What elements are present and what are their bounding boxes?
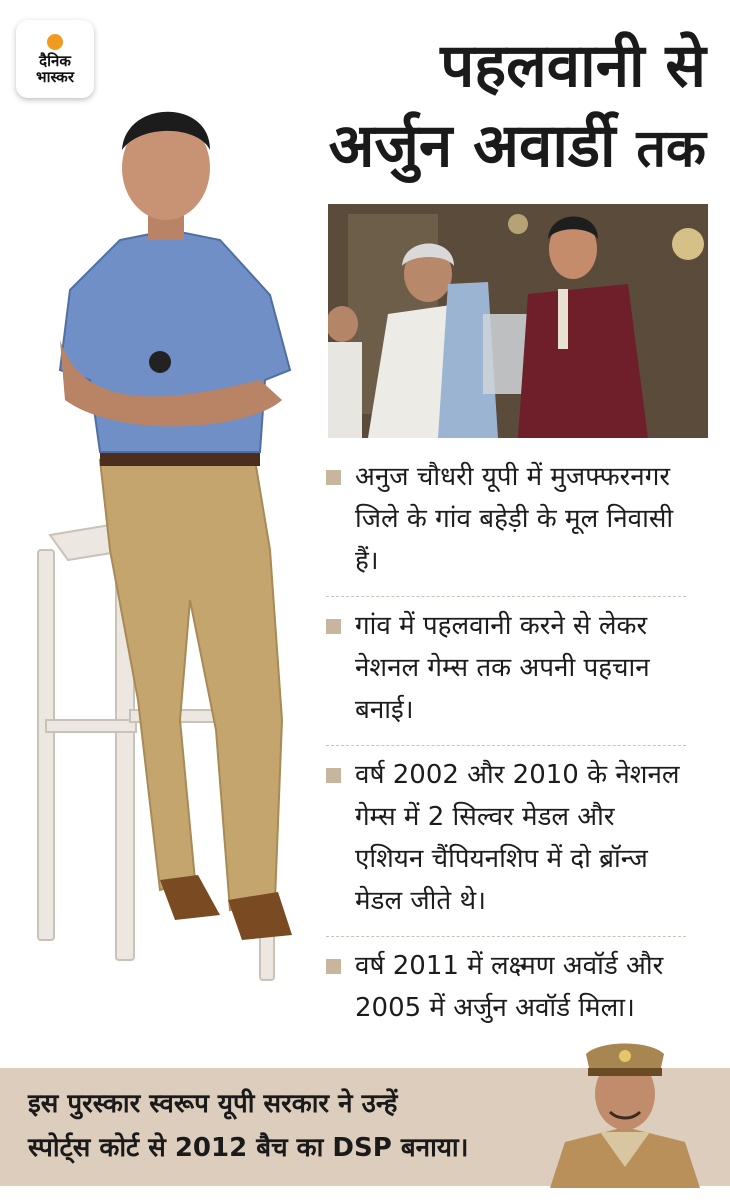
police-officer-photo [540,1032,710,1188]
fact-text: गांव में पहलवानी करने से लेकर नेशनल गेम्स तक अपनी पहचान बनाई। [355,611,650,725]
fact-text: अनुज चौधरी यूपी में मुजफ्फरनगर जिले के गांव बहेड़ी के मूल निवासी हैं। [355,462,674,576]
facts-list [326,448,686,1043]
square-bullet-icon [326,619,341,634]
logo-line-2: भास्कर [36,67,74,86]
footer-text [28,1082,469,1170]
square-bullet-icon [326,768,341,783]
wristwatch [149,351,171,373]
headline-line-2 [329,106,706,189]
headline [329,26,706,189]
left-shoe [160,875,220,920]
square-bullet-icon [326,959,341,974]
fact-text: वर्ष 2011 में लक्ष्मण अवॉर्ड और 2005 में अर्जुन अवॉर्ड मिला। [355,951,664,1023]
headline-line-2-tail: तक [636,119,706,179]
footer-line-2: स्पोर्ट्स कोर्ट से 2012 बैच का DSP बनाया। [28,1133,469,1163]
fact-item [326,597,686,746]
sun-icon [47,34,63,50]
fact-item [326,937,686,1043]
fact-item [326,448,686,597]
headline-line-1: पहलवानी से [440,31,706,101]
footer-line-1: इस पुरस्कार स्वरूप यूपी सरकार ने उन्हें [28,1089,398,1119]
headline-line-2-main: अर्जुन अवार्डी [328,111,616,181]
person-photo [20,80,320,1040]
logo-line-1: दैनिक [39,51,71,70]
fact-text: वर्ष 2002 और 2010 के नेशनल गेम्स में 2 सिल्वर मेडल और एशियन चैंपियनशिप में दो ब्रॉन्ज मेडल जीते थे। [355,760,680,916]
fact-item [326,746,686,937]
square-bullet-icon [326,470,341,485]
right-shoe [228,892,292,940]
award-ceremony-photo [328,204,708,438]
